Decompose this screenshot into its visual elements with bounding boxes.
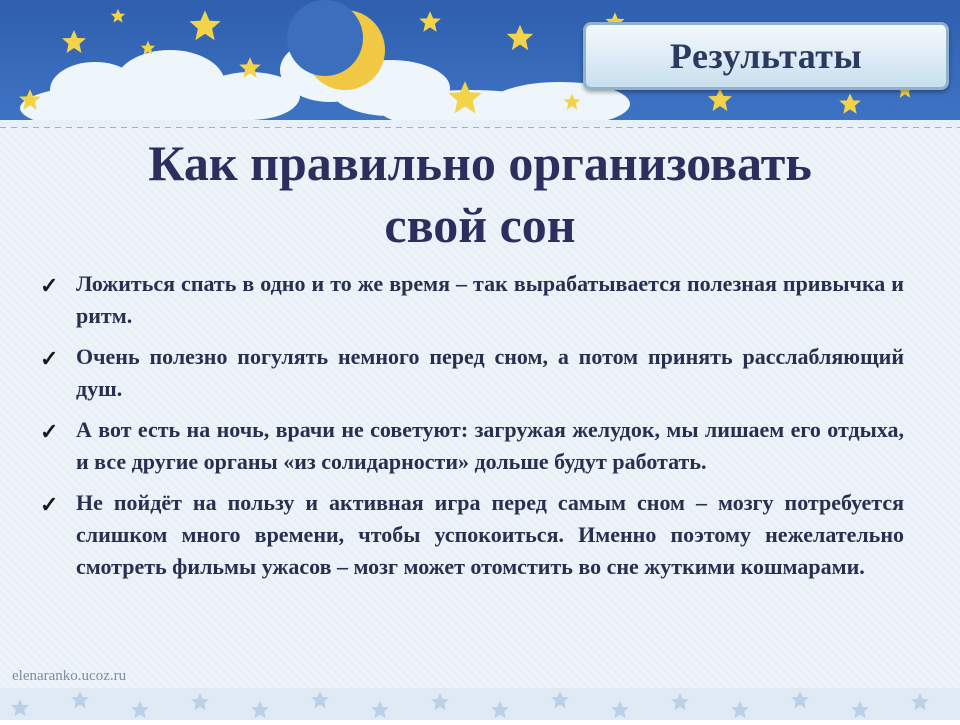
bottom-star-pattern — [0, 688, 960, 720]
source-credit: elenaranko.ucoz.ru — [12, 668, 127, 684]
list-item — [36, 487, 904, 583]
tip-text: Ложиться спать в одно и то же время – так вырабатывается полезная привычка и ритм. — [76, 271, 904, 328]
check-icon: ✓ — [40, 346, 59, 371]
list-item — [36, 341, 904, 405]
tip-text: Не пойдёт на пользу и активная игра перед самым сном – мозгу потребуется слишком много времени, чтобы успокоиться. Именно поэтому нежелательно смотреть фильмы ужасов – мозг может отомстить во сне жуткими кошмарами. — [76, 490, 904, 579]
night-sky-banner — [0, 0, 960, 126]
page-title-line-2: свой сон — [384, 197, 576, 253]
results-badge[interactable] — [583, 22, 949, 90]
bottom-star-band — [0, 688, 960, 720]
tip-text: А вот есть на ночь, врачи не советуют: загружая желудок, мы лишаем его отдыха, и все другие органы «из солидарности» дольше будут работать. — [76, 417, 904, 474]
check-icon: ✓ — [40, 492, 59, 517]
check-icon: ✓ — [40, 273, 59, 298]
tip-text: Очень полезно погулять немного перед сном, а потом принять расслабляющий душ. — [76, 344, 904, 401]
results-badge-label: Результаты — [669, 36, 863, 76]
tips-list — [36, 268, 904, 592]
check-icon: ✓ — [40, 419, 59, 444]
list-item — [36, 414, 904, 478]
list-item — [36, 268, 904, 332]
page-title-line-1: Как правильно организовать — [148, 135, 812, 191]
page-title — [40, 132, 920, 256]
